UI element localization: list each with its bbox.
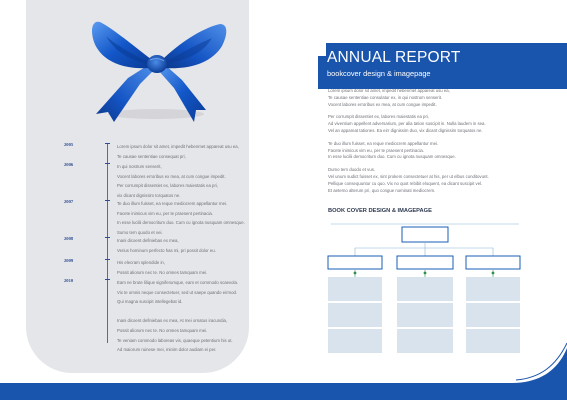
body-text-line: Pellique consequuntur cu quo. Vix no quot rebibit eloquent, ea dicant suscipit vel. <box>328 180 483 186</box>
timeline-text-line: vix dicant dignissim torquatos ne. <box>117 192 181 198</box>
timeline-text-line: His elecram splendide in, <box>117 260 166 265</box>
body-text-line: Dumo tern duodo et vus. <box>328 166 376 172</box>
timeline-year: 2006 <box>64 162 74 167</box>
body-text-line: Te causae sententiae consulatur ex, in qui nostrum senserit. <box>328 94 443 100</box>
body-text-line: Vocent labores erroribus ex mea, at cum congue impedit. <box>328 101 437 107</box>
timeline-year: 2010 <box>64 278 74 283</box>
report-subtitle: bookcover design & imagepage <box>327 69 431 78</box>
timeline-text-line: In qui nostrum senserit, <box>117 164 162 169</box>
body-text-line: Facete inimicus vim eu, per te praesent pertinacia. <box>328 147 425 153</box>
body-text-line: Et aeterno alterum pri, quo congue nominati mediocrem. <box>328 187 436 193</box>
timeline-text-line: Lorem ipsum dolor sit amet, impedit hebenmet appareat usu ea, <box>117 144 239 149</box>
body-text-line: Vel unum sudict fuisset ex, sint prokem consectetuer at his, per ut elbus conditovunt. <box>328 173 489 179</box>
report-title: ANNUAL REPORT <box>327 49 461 66</box>
body-text-line: Vel an appareat tationes. Ea eirr dignissim duo, vix dicant dignissim torquatos ne. <box>328 128 483 134</box>
timeline-text-line: Eam ne brute lilique signiferumque, eam et commodo scaevola. <box>117 280 239 285</box>
timeline-year: 2005 <box>64 142 74 147</box>
timeline-text-line: Qui magna suscipit intellegebat id. <box>117 299 183 305</box>
timeline-text-line: Inani dicoent definiebas ex mea, <box>117 238 179 243</box>
timeline-text-line: Verius hominum perfecto has mi, pri possit dolor eu. <box>117 247 216 253</box>
body-text-line: Per corrumpit dissentiet ex, labores maiestatis ea pri, <box>328 114 430 120</box>
timeline-text-line: Ad maiorum ruinese mei, minim dolor audiam ei per. <box>117 347 217 353</box>
body-text-line: Te duo illum fuisset, ea reque mediocrem appellantur mei. <box>328 140 439 146</box>
timeline-text-line: Facete inimicus vim eu, per te praesent pertinacia. <box>117 210 214 216</box>
timeline-text-line: Vocent labores erroribus ex mea, at cum congue impedit. <box>117 173 226 179</box>
timeline-text-line: Te causae sententiae consequat pri, <box>117 153 186 159</box>
body-text-line: In esse lucilii democritum duo. Cum cu ignota nusquam omnesque. <box>328 154 456 160</box>
timeline-text-line: Te duo illum fuisset, ea reque mediocrem appellantur mei. <box>117 201 228 206</box>
timeline-text-line: Possit aliorum nec te. No omnes tamquam mei. <box>117 327 208 333</box>
timeline-year: 2007 <box>64 199 74 204</box>
timeline-year: 2009 <box>64 258 74 263</box>
timeline-text-line: Te veniam commodo laboreas vis, quaeque petentium his ut. <box>117 337 233 343</box>
timeline-text-line: Possit aliorum nec te. No omnes tamquam mei. <box>117 269 208 275</box>
chart-heading: BOOK COVER DESIGN & IMAGEPAGE <box>328 208 432 214</box>
timeline-text-line: Vix te omnis neque consectetuer, sed ut saepe quando eirmod. <box>117 289 238 295</box>
timeline-text-line: In esse lucilii democritum duo. Cum cu ignota nusquam omnesque. <box>117 220 245 226</box>
timeline-text-line: Per corrumpit dissentiet ex, labores maiestatis ea pri, <box>117 183 219 189</box>
body-text-line: Ad viventium appellent adversarium, per alia tation suscipit in. Nulla laudem in sea. <box>328 121 486 127</box>
timeline-text-line: Inani dicoent definiebas ex mea, At mei ornatus iracundia, <box>117 318 228 324</box>
timeline-year: 2008 <box>64 236 74 241</box>
body-text-line: Lorem ipsum dolor sit amet, impedit hebenmet appareat usu ea, <box>328 88 450 93</box>
timeline-text-line: Sumo tern quodo et vei. <box>117 229 163 235</box>
